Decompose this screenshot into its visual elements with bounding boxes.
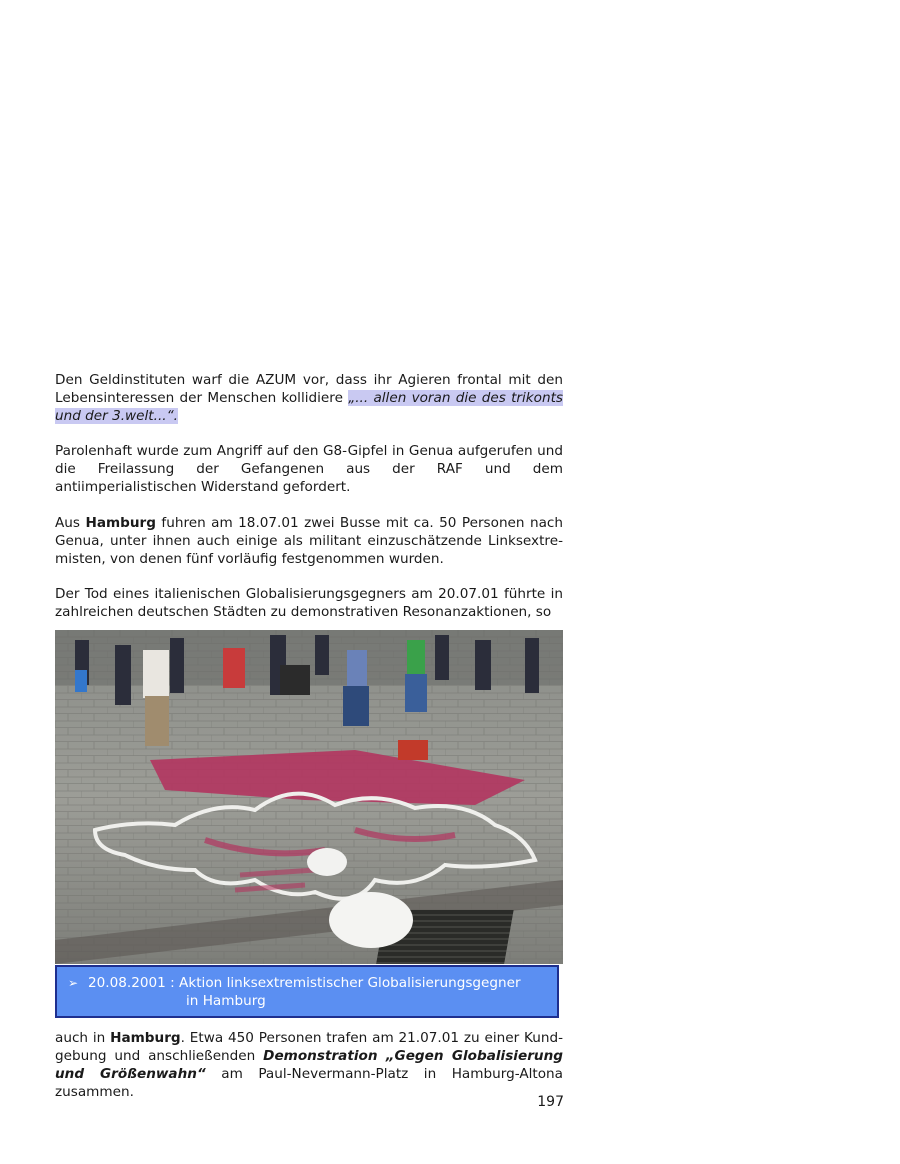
city-name-bold: Hamburg — [85, 515, 156, 531]
paragraph-text: fuhren am 18.07.01 zwei Busse mit ca. 50 Personen nach Genua, unter ihnen auch einige als militant einzuschätzende Linksextre-misten, von denen fünf vorläufig festgenommen wurden. — [55, 515, 563, 567]
paragraph-text: am Paul-Nevermann-Platz in Hamburg-Altona zusammen. — [55, 1066, 563, 1100]
demonstration-photo — [55, 630, 563, 964]
paragraph-text: auch in — [55, 1030, 111, 1046]
caption-line-1: 20.08.2001 : Aktion linksextremistischer Globalisierungsgegner — [88, 975, 521, 991]
paragraph-text: Aus — [55, 515, 86, 531]
paragraph-g8-gipfel: Parolenhaft wurde zum Angriff auf den G8-Gipfel in Genua aufgerufen und die Freilassung der Gefangenen aus der RAF und dem antiimperialistischen Widerstand gefordert. — [55, 443, 563, 495]
arrow-bullet-icon: ➢ — [68, 976, 79, 990]
paragraph-text: . Etwa 450 Personen trafen am 21.07.01 zu einer Kund-gebung und anschließenden — [55, 1030, 563, 1064]
paragraph-tod-globalisierungsgegner: Der Tod eines italienischen Globalisierungsgegners am 20.07.01 führte in zahlreichen deutschen Städten zu demonstrativen Resonanzaktionen, so — [55, 586, 563, 620]
demonstration-title: Demonstration „Gegen Globalisierung und Größenwahn“ — [55, 1048, 563, 1082]
page-number: 197 — [537, 1094, 564, 1110]
paragraph-geldinstitute — [55, 371, 563, 425]
photo-caption-box — [55, 965, 559, 1018]
caption-line-2: in Hamburg — [186, 993, 266, 1009]
highlighted-quote: „... allen voran die des trikonts und der 3.welt...“. — [55, 390, 563, 424]
paragraph-text: Den Geldinstituten warf die AZUM vor, dass ihr Agieren frontal mit den Lebensinteressen der Menschen kollidiere — [55, 372, 563, 406]
city-name-bold: Hamburg — [110, 1030, 181, 1046]
paragraph-hamburg-busse — [55, 514, 563, 568]
paragraph-hamburg-demonstration — [55, 1029, 563, 1101]
